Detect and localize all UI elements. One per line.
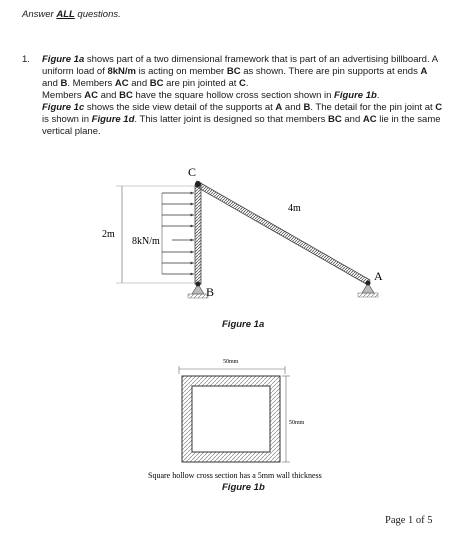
label-c: C: [188, 165, 197, 179]
label-b: B: [206, 285, 215, 299]
instruction: Answer ALL questions.: [22, 9, 121, 20]
pin-c: [195, 181, 201, 187]
paragraph-2: Members AC and BC have the square hollow cross section shown in Figure 1b.: [42, 90, 380, 101]
member-ac: [195, 181, 370, 285]
paragraph-3: Figure 1c shows the side view detail of the supports at A and B. The detail for the pin joint at C is shown in Figure 1d. This latter joint is designed so that members BC and AC lie in the same vertical plane.: [42, 102, 443, 137]
label-length-ac: 4m: [288, 203, 301, 214]
figure-1b-caption: Figure 1b: [222, 482, 265, 493]
label-a: A: [374, 269, 383, 283]
label-width-1b: 50mm: [223, 359, 239, 365]
label-load: 8kN/m: [132, 236, 160, 247]
load-arrows: [162, 193, 194, 274]
support-b: [188, 282, 208, 299]
figure-1b-cross-section: [179, 366, 290, 462]
label-height: 2m: [102, 229, 115, 240]
instruction-emphasis: ALL: [56, 9, 75, 20]
member-bc: [195, 185, 201, 284]
label-height-1b: 50mm: [289, 420, 305, 426]
cross-section-note: Square hollow cross section has a 5mm wall thickness: [148, 471, 322, 480]
question-number: 1.: [22, 54, 30, 65]
page-number: Page 1 of 5: [385, 515, 433, 526]
paragraph-1: Figure 1a shows part of a two dimensional framework that is part of an advertising billboard. A uniform load of 8kN/m is acting on member BC as shown. There are pin supports at ends A and B. Members AC and BC are pin jointed at C.: [42, 54, 438, 89]
figure-1a-caption: Figure 1a: [222, 319, 265, 330]
